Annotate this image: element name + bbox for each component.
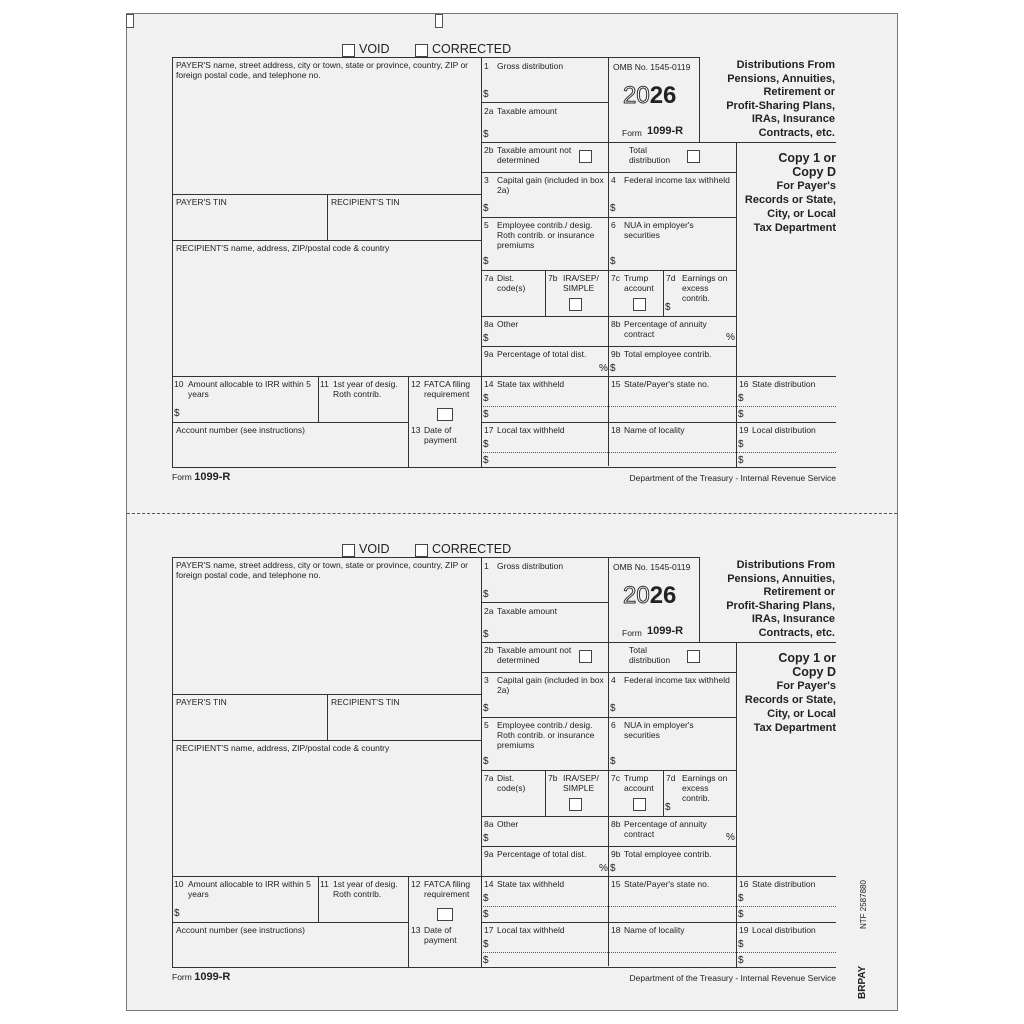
box13-number: 13	[411, 925, 421, 935]
form-title: Distributions From Pensions, Annuities, Retirement or Profit-Sharing Plans, IRAs, Insurance Contracts, etc.	[726, 59, 835, 139]
corrected-checkbox[interactable]	[415, 544, 428, 557]
corrected-label: CORRECTED	[432, 42, 512, 56]
box4-dollar: $	[610, 203, 616, 214]
footer-form-id: Form 1099-R	[172, 471, 231, 483]
box17-label: Local tax withheld	[497, 925, 565, 935]
box19-label: Local distribution	[752, 925, 816, 935]
box7b-label: IRA/SEP/ SIMPLE	[563, 273, 599, 293]
void-checkbox[interactable]	[342, 44, 355, 57]
box2a-label: Taxable amount	[497, 606, 558, 616]
box12-number: 12	[411, 879, 421, 889]
box8a-label: Other	[497, 319, 519, 329]
box9b-number: 9b	[611, 349, 621, 359]
box7a-number: 7a	[484, 273, 494, 283]
box5-number: 5	[484, 720, 489, 730]
box8b-number: 8b	[611, 819, 621, 829]
corrected-label: CORRECTED	[432, 542, 512, 556]
copy-designation: Copy 1 or Copy D For Payer's Records or State, City, or Local Tax Department	[744, 151, 836, 234]
box7c-label: Trump account	[624, 773, 654, 793]
footer-department: Department of the Treasury - Internal Revenue Service	[629, 473, 836, 483]
box15-label: State/Payer's state no.	[624, 379, 710, 389]
box3-dollar: $	[483, 203, 489, 214]
form-name: 1099-R	[647, 625, 684, 637]
box17-number: 17	[484, 925, 494, 935]
box18-number: 18	[611, 425, 621, 435]
box8b-label: Percentage of annuity contract	[624, 819, 707, 839]
box9b-dollar: $	[610, 363, 616, 374]
box18-label: Name of locality	[624, 425, 685, 435]
box16-dollar-1: $	[738, 893, 744, 904]
tax-year: 2026	[623, 582, 677, 609]
box16-dollar-1: $	[738, 393, 744, 404]
box4-label: Federal income tax withheld	[624, 675, 730, 685]
box7a-label: Dist. code(s)	[497, 273, 526, 293]
box2a-dollar: $	[483, 629, 489, 640]
box7a-number: 7a	[484, 773, 494, 783]
box7d-dollar: $	[665, 302, 671, 313]
total-distribution-checkbox[interactable]	[687, 650, 700, 663]
box7d-label: Earnings on excess contrib.	[682, 273, 728, 303]
box9b-label: Total employee contrib.	[624, 349, 712, 359]
void-label: VOID	[359, 42, 390, 56]
box12-label: FATCA filing requirement	[424, 879, 471, 899]
void-label: VOID	[359, 542, 390, 556]
box2b-number: 2b	[484, 145, 494, 155]
box10-number: 10	[174, 379, 184, 389]
box14-dollar-1: $	[483, 893, 489, 904]
box9a-label: Percentage of total dist.	[497, 349, 587, 359]
box2a-number: 2a	[484, 606, 494, 616]
box7d-label: Earnings on excess contrib.	[682, 773, 728, 803]
box7c-number: 7c	[611, 773, 620, 783]
box15-number: 15	[611, 379, 621, 389]
box2b-checkbox[interactable]	[579, 150, 592, 163]
box7a-label: Dist. code(s)	[497, 773, 526, 793]
box1-number: 1	[484, 561, 489, 571]
box2b-label: Taxable amount not determined	[497, 145, 572, 165]
copy-designation: Copy 1 or Copy D For Payer's Records or State, City, or Local Tax Department	[744, 651, 836, 734]
box18-label: Name of locality	[624, 925, 685, 935]
box6-dollar: $	[610, 756, 616, 767]
box14-dollar-1: $	[483, 393, 489, 404]
box2b-label: Taxable amount not determined	[497, 645, 572, 665]
box4-number: 4	[611, 175, 616, 185]
box17-number: 17	[484, 425, 494, 435]
box1-label: Gross distribution	[497, 61, 564, 71]
recipient-info-label: RECIPIENT'S name, address, ZIP/postal code & country	[176, 743, 390, 753]
omb-number: OMB No. 1545-0119	[613, 562, 691, 572]
form-code: NTF 2587880	[859, 880, 868, 929]
total-distribution-checkbox[interactable]	[687, 150, 700, 163]
box13-number: 13	[411, 425, 421, 435]
box16-dollar-2: $	[738, 409, 744, 420]
box3-dollar: $	[483, 703, 489, 714]
box10-number: 10	[174, 879, 184, 889]
box1-number: 1	[484, 61, 489, 71]
form-1099r	[172, 514, 837, 984]
box4-dollar: $	[610, 703, 616, 714]
account-number-label: Account number (see instructions)	[176, 425, 305, 435]
box16-dollar-2: $	[738, 909, 744, 920]
box14-number: 14	[484, 379, 494, 389]
box14-number: 14	[484, 879, 494, 889]
omb-number: OMB No. 1545-0119	[613, 62, 691, 72]
box9a-label: Percentage of total dist.	[497, 849, 587, 859]
box7c-label: Trump account	[624, 273, 654, 293]
box7d-number: 7d	[666, 273, 676, 283]
box9b-label: Total employee contrib.	[624, 849, 712, 859]
box12-checkbox[interactable]	[437, 908, 453, 921]
box7c-checkbox[interactable]	[633, 798, 646, 811]
box17-dollar-2: $	[483, 955, 489, 966]
box1-label: Gross distribution	[497, 561, 564, 571]
box7d-number: 7d	[666, 773, 676, 783]
box11-number: 11	[320, 379, 329, 389]
box16-label: State distribution	[752, 379, 816, 389]
box17-dollar-1: $	[483, 939, 489, 950]
box8a-number: 8a	[484, 819, 494, 829]
box4-label: Federal income tax withheld	[624, 175, 730, 185]
form-sheet	[126, 13, 898, 1011]
box6-label: NUA in employer's securities	[624, 220, 694, 240]
box14-dollar-2: $	[483, 909, 489, 920]
box8b-number: 8b	[611, 319, 621, 329]
box9a-percent: %	[599, 363, 608, 374]
box12-label: FATCA filing requirement	[424, 379, 471, 399]
box7b-number: 7b	[548, 773, 558, 783]
box7b-label: IRA/SEP/ SIMPLE	[563, 773, 599, 793]
recipient-tin-label: RECIPIENT'S TIN	[331, 197, 400, 207]
recipient-tin-label: RECIPIENT'S TIN	[331, 697, 400, 707]
payer-info-label: PAYER'S name, street address, city or town, state or province, country, ZIP or foreign postal code, and telephone no.	[176, 60, 469, 80]
box5-dollar: $	[483, 756, 489, 767]
box9b-dollar: $	[610, 863, 616, 874]
box17-dollar-2: $	[483, 455, 489, 466]
box10-dollar: $	[174, 408, 180, 419]
form-word: Form	[622, 128, 642, 138]
box9a-number: 9a	[484, 349, 494, 359]
box2b-checkbox[interactable]	[579, 650, 592, 663]
box7d-dollar: $	[665, 802, 671, 813]
box3-label: Capital gain (included in box 2a)	[497, 675, 604, 695]
box1-dollar: $	[483, 589, 489, 600]
box8b-percent: %	[726, 332, 735, 343]
box2b-number: 2b	[484, 645, 494, 655]
form-title: Distributions From Pensions, Annuities, Retirement or Profit-Sharing Plans, IRAs, Insurance Contracts, etc.	[726, 559, 835, 639]
box13-label: Date of payment	[424, 925, 457, 945]
box11-label: 1st year of desig. Roth contrib.	[333, 379, 398, 399]
box19-number: 19	[739, 925, 749, 935]
box7c-checkbox[interactable]	[633, 298, 646, 311]
box15-label: State/Payer's state no.	[624, 879, 710, 889]
box6-dollar: $	[610, 256, 616, 267]
box16-number: 16	[739, 379, 749, 389]
box8a-dollar: $	[483, 833, 489, 844]
box8b-label: Percentage of annuity contract	[624, 319, 707, 339]
corrected-checkbox[interactable]	[415, 44, 428, 57]
box2a-label: Taxable amount	[497, 106, 558, 116]
box14-label: State tax withheld	[497, 879, 565, 889]
box7b-checkbox[interactable]	[569, 798, 582, 811]
box19-dollar-1: $	[738, 439, 744, 450]
box9b-number: 9b	[611, 849, 621, 859]
box12-number: 12	[411, 379, 421, 389]
box5-label: Employee contrib./ desig. Roth contrib. or insurance premiums	[497, 720, 595, 750]
box7c-number: 7c	[611, 273, 620, 283]
box7b-checkbox[interactable]	[569, 298, 582, 311]
box2a-dollar: $	[483, 129, 489, 140]
box3-number: 3	[484, 175, 489, 185]
box11-number: 11	[320, 879, 329, 889]
box11-label: 1st year of desig. Roth contrib.	[333, 879, 398, 899]
form-name: 1099-R	[647, 125, 684, 137]
form-1099r	[172, 14, 837, 484]
box10-label: Amount allocable to IRR within 5 years	[188, 879, 311, 899]
payer-tin-label: PAYER'S TIN	[176, 697, 227, 707]
box3-number: 3	[484, 675, 489, 685]
payer-tin-label: PAYER'S TIN	[176, 197, 227, 207]
box10-label: Amount allocable to IRR within 5 years	[188, 379, 311, 399]
box2a-number: 2a	[484, 106, 494, 116]
box5-number: 5	[484, 220, 489, 230]
box8b-percent: %	[726, 832, 735, 843]
box8a-number: 8a	[484, 319, 494, 329]
box6-number: 6	[611, 720, 616, 730]
box12-checkbox[interactable]	[437, 408, 453, 421]
box10-dollar: $	[174, 908, 180, 919]
box19-dollar-2: $	[738, 455, 744, 466]
box14-dollar-2: $	[483, 409, 489, 420]
box8a-dollar: $	[483, 333, 489, 344]
payer-info-label: PAYER'S name, street address, city or town, state or province, country, ZIP or foreign postal code, and telephone no.	[176, 560, 469, 580]
box9a-percent: %	[599, 863, 608, 874]
corner-tick	[126, 14, 134, 28]
account-number-label: Account number (see instructions)	[176, 925, 305, 935]
box15-number: 15	[611, 879, 621, 889]
box4-number: 4	[611, 675, 616, 685]
box14-label: State tax withheld	[497, 379, 565, 389]
box18-number: 18	[611, 925, 621, 935]
box5-dollar: $	[483, 256, 489, 267]
footer-form-id: Form 1099-R	[172, 971, 231, 983]
box1-dollar: $	[483, 89, 489, 100]
total-distribution-label: Total distribution	[629, 645, 671, 665]
box13-label: Date of payment	[424, 425, 457, 445]
box17-dollar-1: $	[483, 439, 489, 450]
box7b-number: 7b	[548, 273, 558, 283]
box5-label: Employee contrib./ desig. Roth contrib. or insurance premiums	[497, 220, 595, 250]
box8a-label: Other	[497, 819, 519, 829]
box9a-number: 9a	[484, 849, 494, 859]
box16-number: 16	[739, 879, 749, 889]
footer-department: Department of the Treasury - Internal Revenue Service	[629, 973, 836, 983]
void-checkbox[interactable]	[342, 544, 355, 557]
tax-year: 2026	[623, 82, 677, 109]
box16-label: State distribution	[752, 879, 816, 889]
box17-label: Local tax withheld	[497, 425, 565, 435]
box19-number: 19	[739, 425, 749, 435]
brand-code: BRPAY	[857, 965, 868, 999]
box6-label: NUA in employer's securities	[624, 720, 694, 740]
box19-label: Local distribution	[752, 425, 816, 435]
box19-dollar-1: $	[738, 939, 744, 950]
box6-number: 6	[611, 220, 616, 230]
total-distribution-label: Total distribution	[629, 145, 671, 165]
box19-dollar-2: $	[738, 955, 744, 966]
box3-label: Capital gain (included in box 2a)	[497, 175, 604, 195]
recipient-info-label: RECIPIENT'S name, address, ZIP/postal code & country	[176, 243, 390, 253]
form-word: Form	[622, 628, 642, 638]
